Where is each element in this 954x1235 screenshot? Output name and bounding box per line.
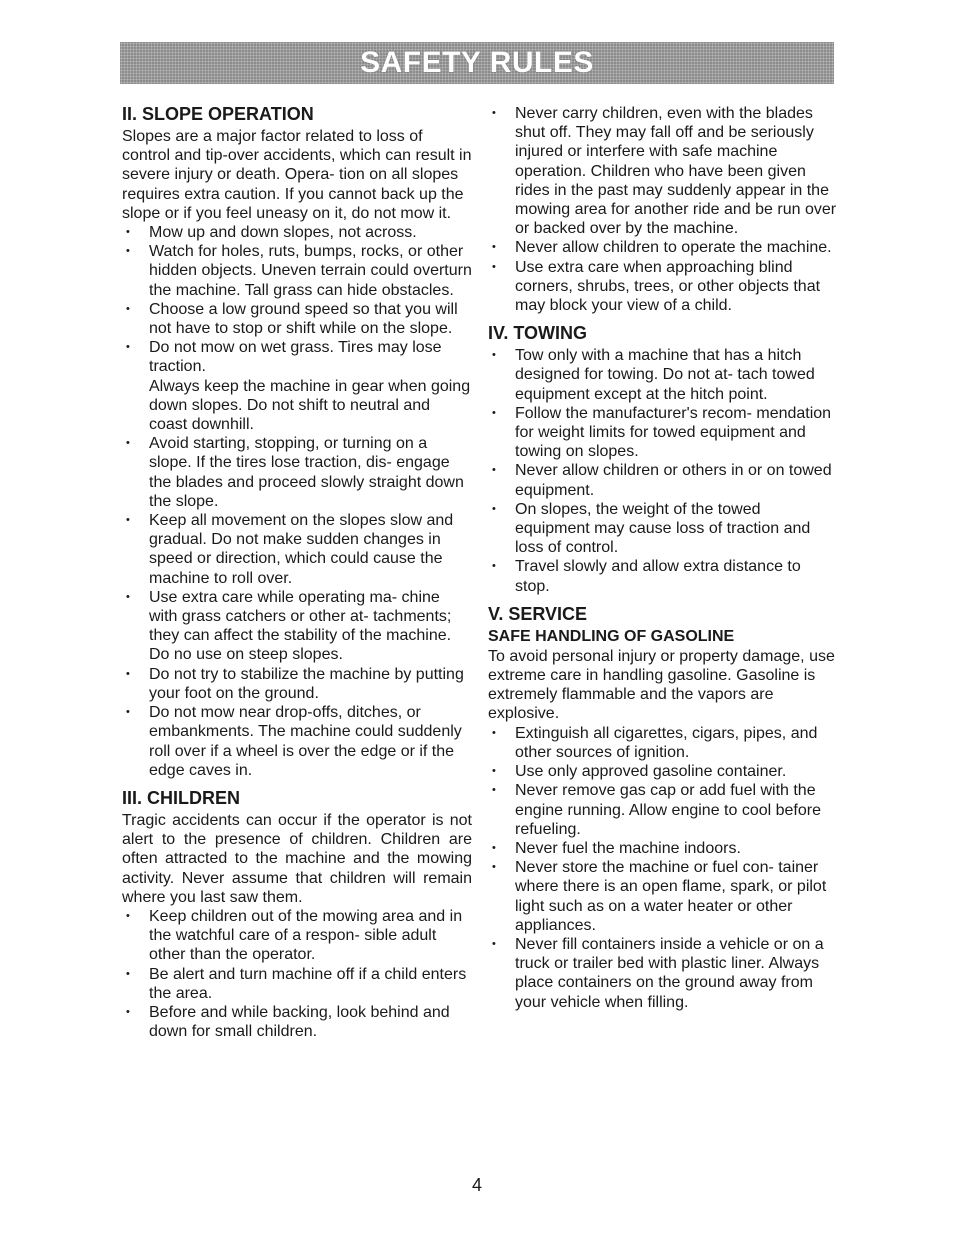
children-list-left xyxy=(122,907,472,1041)
slope-intro: Slopes are a major factor related to loss of control and tip-over accidents, which can result in severe injury or death. Opera- tion on all slopes requires extra caution. If you cannot back up the slope or if you feel uneasy on it, do not mow it. xyxy=(122,128,472,222)
list-item: • Use extra care when approaching blind corners, shrubs, trees, or other objects that may block your view of a child. xyxy=(488,258,838,316)
towing-heading: IV. TOWING xyxy=(488,323,588,344)
children-list-right xyxy=(488,104,838,315)
list-item: • Avoid starting, stopping, or turning on a slope. If the tires lose traction, dis- engage the blades and proceed slowly straight down the slope. xyxy=(122,434,472,511)
towing-list xyxy=(488,346,838,596)
right-column xyxy=(488,104,838,1012)
list-item: • Follow the manufacturer's recom- mendation for weight limits for towed equipment and towing on slopes. xyxy=(488,404,838,462)
list-item: • Do not mow near drop-offs, ditches, or embankments. The machine could suddenly roll over if a wheel is over the edge or if the edge caves in. xyxy=(122,703,472,780)
list-item: • Use only approved gasoline container. xyxy=(488,762,838,781)
gear-note: Always keep the machine in gear when going down slopes. Do not shift to neutral and coast downhill. xyxy=(149,377,471,434)
page-number: 4 xyxy=(471,1175,482,1195)
service-heading: V. SERVICE xyxy=(488,603,588,624)
safety-rules-banner xyxy=(120,42,834,84)
children-intro: Tragic accidents can occur if the operator is not alert to the presence of children. Children are often attracted to the machine and the mowing activity. Never assume that children will remain where you last saw them. xyxy=(122,811,472,906)
list-item: • Mow up and down slopes, not across. xyxy=(122,223,472,242)
slope-list xyxy=(122,223,472,780)
list-item: • Extinguish all cigarettes, cigars, pipes, and other sources of ignition. xyxy=(488,724,838,762)
banner-title: SAFETY RULES xyxy=(360,46,594,79)
children-heading: III. CHILDREN xyxy=(122,787,241,808)
left-column xyxy=(122,104,472,1041)
list-item: • Never fill containers inside a vehicle or on a truck or trailer bed with plastic liner. Always place containers on the ground away from your vehicle when filling. xyxy=(488,935,838,1012)
slope-heading: II. SLOPE OPERATION xyxy=(122,104,314,124)
list-item: • Never carry children, even with the blades shut off. They may fall off and be seriously injured or interfere with safe machine operation. Children who have been given rides in the past may suddenly appear in the mowing area for another ride and be run over or backed over by the machine. xyxy=(488,104,838,238)
list-item: • Never remove gas cap or add fuel with the engine running. Allow engine to cool before refueling. xyxy=(488,781,838,839)
list-item: • Never store the machine or fuel con- tainer where there is an open flame, spark, or pilot light such as on a water heater or other appliances. xyxy=(488,858,838,935)
service-intro: To avoid personal injury or property damage, use extreme care in handling gasoline. Gasoline is extremely flammable and the vapors are explosive. xyxy=(488,647,835,723)
list-item: • Never allow children to operate the machine. xyxy=(488,238,838,257)
list-item: • Keep all movement on the slopes slow and gradual. Do not make sudden changes in speed or direction, which could cause the machine to roll over. xyxy=(122,511,472,588)
list-item: • Tow only with a machine that has a hitch designed for towing. Do not at- tach towed equipment except at the hitch point. xyxy=(488,346,838,404)
list-item: • Do not try to stabilize the machine by putting your foot on the ground. xyxy=(122,665,472,703)
list-item: • Never allow children or others in or on towed equipment. xyxy=(488,461,838,499)
list-item: • Travel slowly and allow extra distance to stop. xyxy=(488,557,838,595)
list-item: • Choose a low ground speed so that you will not have to stop or shift while on the slope. xyxy=(122,300,472,338)
list-item: • Watch for holes, ruts, bumps, rocks, or other hidden objects. Uneven terrain could overturn the machine. Tall grass can hide obstacles. xyxy=(122,242,472,300)
list-item: • On slopes, the weight of the towed equipment may cause loss of traction and loss of control. xyxy=(488,500,838,558)
list-item: • Use extra care while operating ma- chine with grass catchers or other at- tachments; they can affect the stability of the machine. Do no use on steep slopes. xyxy=(122,588,472,665)
wet-grass-text: Do not mow on wet grass. Tires may lose traction. xyxy=(149,339,442,376)
list-item: • Be alert and turn machine off if a child enters the area. xyxy=(122,965,472,1003)
service-list xyxy=(488,724,838,1012)
list-item: • Before and while backing, look behind and down for small children. xyxy=(122,1003,472,1041)
list-item xyxy=(122,338,472,434)
list-item: • Keep children out of the mowing area and in the watchful care of a respon- sible adult other than the operator. xyxy=(122,907,472,965)
list-item: • Never fuel the machine indoors. xyxy=(488,839,838,858)
gasoline-subheading: SAFE HANDLING OF GASOLINE xyxy=(488,627,735,645)
